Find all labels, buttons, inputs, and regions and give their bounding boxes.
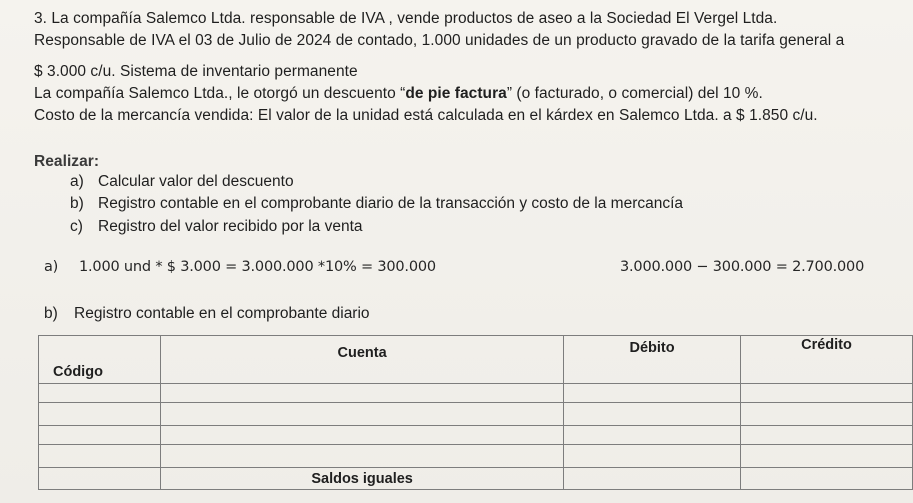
task-item-a xyxy=(70,172,294,192)
cell-debito[interactable] xyxy=(564,445,741,468)
answer-a-formula: 1.000 und * $ 3.000 = 3.000.000 *10% = 300.000 xyxy=(79,259,436,275)
cell-codigo[interactable] xyxy=(39,445,161,468)
cell-codigo-footer xyxy=(39,468,161,490)
cell-credito-total[interactable] xyxy=(740,468,912,490)
journal-row xyxy=(39,384,913,403)
journal-footer-row xyxy=(39,468,913,490)
header-credito: Crédito xyxy=(740,336,912,384)
journal-table xyxy=(38,335,913,490)
cell-debito-total[interactable] xyxy=(564,468,741,490)
task-item-a-mark: a) xyxy=(70,173,84,190)
cell-codigo[interactable] xyxy=(39,403,161,426)
problem-line-1 xyxy=(34,9,777,29)
cell-codigo[interactable] xyxy=(39,384,161,403)
journal-row xyxy=(39,426,913,445)
cell-credito[interactable] xyxy=(740,426,912,445)
cell-credito[interactable] xyxy=(740,384,912,403)
saldos-iguales-label: Saldos iguales xyxy=(161,468,564,490)
problem-line-1-text: 3. La compañía Salemco Ltda. responsable de IVA , vende productos de aseo a la Sociedad El Vergel Ltda. xyxy=(34,10,778,27)
problem-line-4-bold: de pie factura xyxy=(405,85,507,102)
answer-b-heading xyxy=(44,304,370,324)
header-codigo: Código xyxy=(39,336,161,384)
problem-line-4 xyxy=(34,84,763,104)
header-debito: Débito xyxy=(564,336,741,384)
problem-line-2: Responsable de IVA el 03 de Julio de 2024 de contado, 1.000 unidades de un producto gravado de la tarifa general a xyxy=(34,32,845,49)
header-cuenta: Cuenta xyxy=(161,336,564,384)
answer-a-result: 3.000.000 − 300.000 = 2.700.000 xyxy=(620,259,865,275)
answer-b-mark: b) xyxy=(44,305,58,322)
cell-codigo[interactable] xyxy=(39,426,161,445)
journal-row xyxy=(39,445,913,468)
task-item-a-text: Calcular valor del descuento xyxy=(98,173,294,190)
tasks-heading: Realizar: xyxy=(34,153,100,170)
cell-debito[interactable] xyxy=(564,384,741,403)
journal-row xyxy=(39,403,913,426)
problem-line-3: $ 3.000 c/u. Sistema de inventario permanente xyxy=(34,63,358,80)
problem-line-5: Costo de la mercancía vendida: El valor de la unidad está calculada en el kárdex en Salemco Ltda. a $ 1.850 c/u. xyxy=(34,107,818,124)
answer-a-mark: a) xyxy=(44,259,59,275)
problem-line-4-before: La compañía Salemco Ltda., le otorgó un descuento “ xyxy=(34,85,406,102)
task-item-c xyxy=(70,217,363,237)
cell-cuenta[interactable] xyxy=(161,445,564,468)
task-item-b xyxy=(70,194,683,214)
cell-credito[interactable] xyxy=(740,403,912,426)
task-item-b-mark: b) xyxy=(70,195,84,212)
cell-cuenta[interactable] xyxy=(161,426,564,445)
cell-debito[interactable] xyxy=(564,426,741,445)
journal-header-row xyxy=(39,336,913,384)
cell-cuenta[interactable] xyxy=(161,403,564,426)
task-item-c-mark: c) xyxy=(70,218,83,235)
problem-line-4-after: ” (o facturado, o comercial) del 10 %. xyxy=(506,85,763,102)
answer-b-title: Registro contable en el comprobante diario xyxy=(74,305,370,322)
cell-debito[interactable] xyxy=(564,403,741,426)
cell-cuenta[interactable] xyxy=(161,384,564,403)
cell-credito[interactable] xyxy=(740,445,912,468)
task-item-c-text: Registro del valor recibido por la venta xyxy=(98,218,363,235)
task-item-b-text: Registro contable en el comprobante diario de la transacción y costo de la mercancía xyxy=(98,195,684,212)
